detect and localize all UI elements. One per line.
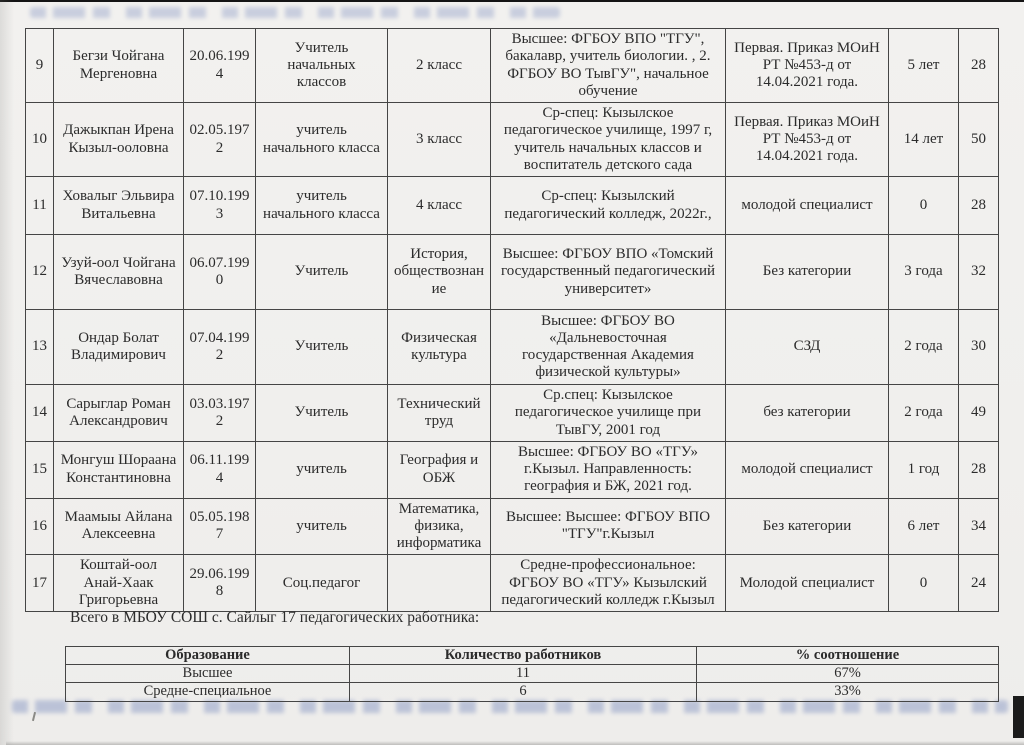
- cell-age: 28: [959, 441, 999, 498]
- cell-position: Учитель: [256, 385, 388, 442]
- cell-summary-percent: 67%: [697, 665, 999, 683]
- cell-experience: 14 лет: [889, 103, 959, 177]
- cell-experience: 0: [889, 555, 959, 612]
- summary-header-count: Количество работников: [350, 647, 697, 665]
- cell-category: СЗД: [726, 310, 889, 385]
- cell-experience: 3 года: [889, 235, 959, 310]
- cell-experience: 6 лет: [889, 498, 959, 555]
- cell-education: Высшее: Высшее: ФГБОУ ВПО "ТГУ"г.Кызыл: [491, 498, 726, 555]
- cell-education: Высшее: ФГБОУ ВПО «Томский государственный педагогический университет»: [491, 235, 726, 310]
- cell-number: 12: [26, 235, 54, 310]
- cell-experience: 2 года: [889, 310, 959, 385]
- cell-category: Первая. Приказ МОиН РТ №453-д от 14.04.2021 года.: [726, 29, 889, 103]
- cell-age: 28: [959, 177, 999, 235]
- cell-number: 11: [26, 177, 54, 235]
- cell-experience: 5 лет: [889, 29, 959, 103]
- summary-header-education: Образование: [66, 647, 350, 665]
- cell-birth-date: 06.07.1990: [184, 235, 256, 310]
- summary-row: [66, 683, 999, 701]
- cell-number: 17: [26, 555, 54, 612]
- cell-age: 34: [959, 498, 999, 555]
- cell-summary-count: 6: [350, 683, 697, 701]
- cell-position: Соц.педагог: [256, 555, 388, 612]
- cell-number: 14: [26, 385, 54, 442]
- cell-birth-date: 06.11.1994: [184, 441, 256, 498]
- cell-number: 15: [26, 441, 54, 498]
- cell-experience: 1 год: [889, 441, 959, 498]
- summary-header-percent: % соотношение: [697, 647, 999, 665]
- cell-name: Коштай-оол Анай-Хаак Григорьевна: [54, 555, 184, 612]
- scan-edge-top: [0, 0, 1024, 2]
- cell-age: 50: [959, 103, 999, 177]
- cell-summary-education: Средне-специальное: [66, 683, 350, 701]
- summary-header-row: [66, 647, 999, 665]
- summary-table-body: [66, 665, 999, 701]
- cell-education: Высшее: ФГБОУ ВО «Дальневосточная государственная Академия физической культуры»: [491, 310, 726, 385]
- table-row: [26, 235, 999, 310]
- cell-birth-date: 29.06.1998: [184, 555, 256, 612]
- table-row: [26, 103, 999, 177]
- cell-subject: История, обществознание: [388, 235, 491, 310]
- cell-name: Ховалыг Эльвира Витальевна: [54, 177, 184, 235]
- cell-birth-date: 20.06.1994: [184, 29, 256, 103]
- cell-education: Высшее: ФГБОУ ВО «ТГУ» г.Кызыл. Направленность: география и БЖ, 2021 год.: [491, 441, 726, 498]
- total-staff-line: Всего в МБОУ СОШ с. Сайлыг 17 педагогических работника:: [70, 609, 480, 626]
- cell-birth-date: 03.03.1972: [184, 385, 256, 442]
- cell-name: Узуй-оол Чойгана Вячеславовна: [54, 235, 184, 310]
- cell-number: 9: [26, 29, 54, 103]
- cell-position: Учитель: [256, 235, 388, 310]
- cell-category: молодой специалист: [726, 441, 889, 498]
- table-row: [26, 310, 999, 385]
- cell-name: Ондар Болат Владимирович: [54, 310, 184, 385]
- summary-row: [66, 665, 999, 683]
- cell-name: Дажыкпан Ирена Кызыл-ооловна: [54, 103, 184, 177]
- education-summary-table: [65, 646, 999, 702]
- table-row: [26, 441, 999, 498]
- scan-edge-bottom: [6, 741, 1024, 745]
- scan-edge-right-mark: [1013, 696, 1024, 738]
- cell-experience: 0: [889, 177, 959, 235]
- cell-category: молодой специалист: [726, 177, 889, 235]
- cell-summary-count: 11: [350, 665, 697, 683]
- cell-age: 30: [959, 310, 999, 385]
- table-row: [26, 498, 999, 555]
- cell-subject: Физическая культура: [388, 310, 491, 385]
- cell-name: Сарыглар Роман Александрович: [54, 385, 184, 442]
- cell-education: Средне-профессиональное: ФГБОУ ВО «ТГУ» Кызылский педагогический колледж г.Кызыл: [491, 555, 726, 612]
- cell-subject: География и ОБЖ: [388, 441, 491, 498]
- cell-birth-date: 05.05.1987: [184, 498, 256, 555]
- table-row: [26, 555, 999, 612]
- cell-position: учитель начального класса: [256, 177, 388, 235]
- cell-age: 32: [959, 235, 999, 310]
- cell-birth-date: 02.05.1972: [184, 103, 256, 177]
- cell-category: Первая. Приказ МОиН РТ №453-д от 14.04.2021 года.: [726, 103, 889, 177]
- cell-category: Без категории: [726, 235, 889, 310]
- cell-age: 49: [959, 385, 999, 442]
- cell-subject: 3 класс: [388, 103, 491, 177]
- cell-birth-date: 07.04.1992: [184, 310, 256, 385]
- cell-position: Учитель: [256, 310, 388, 385]
- cell-subject: 2 класс: [388, 29, 491, 103]
- cell-subject: Технический труд: [388, 385, 491, 442]
- summary-table-head: [66, 647, 999, 665]
- cell-education: Ср.спец: Кызылское педагогическое училище при ТывГУ, 2001 год: [491, 385, 726, 442]
- cell-subject: Математика, физика, информатика: [388, 498, 491, 555]
- table-row: [26, 29, 999, 103]
- cell-summary-percent: 33%: [697, 683, 999, 701]
- ink-bleed-top: [30, 7, 560, 18]
- cell-education: Высшее: ФГБОУ ВПО "ТГУ", бакалавр, учитель биологии. , 2. ФГБОУ ВО ТывГУ", начальное обучение: [491, 29, 726, 103]
- cell-position: учитель: [256, 498, 388, 555]
- cell-subject: 4 класс: [388, 177, 491, 235]
- cell-experience: 2 года: [889, 385, 959, 442]
- cell-name: Бегзи Чойгана Мергеновна: [54, 29, 184, 103]
- cell-education: Ср-спец: Кызылский педагогический колледж, 2022г.,: [491, 177, 726, 235]
- cell-category: Без категории: [726, 498, 889, 555]
- table-row: [26, 385, 999, 442]
- cell-category: Молодой специалист: [726, 555, 889, 612]
- cell-category: без категории: [726, 385, 889, 442]
- teachers-table: [25, 28, 999, 612]
- cell-birth-date: 07.10.1993: [184, 177, 256, 235]
- teachers-table-body: [26, 29, 999, 612]
- cell-name: Маамыы Айлана Алексеевна: [54, 498, 184, 555]
- cell-number: 13: [26, 310, 54, 385]
- cell-number: 16: [26, 498, 54, 555]
- cell-summary-education: Высшее: [66, 665, 350, 683]
- scan-edge-left: [0, 0, 14, 745]
- cell-education: Ср-спец: Кызылское педагогическое училище, 1997 г, учитель начальных классов и воспитатель детского сада: [491, 103, 726, 177]
- cell-number: 10: [26, 103, 54, 177]
- cell-age: 24: [959, 555, 999, 612]
- cell-position: Учитель начальных классов: [256, 29, 388, 103]
- ink-bleed-bottom: [12, 700, 1008, 713]
- table-row: [26, 177, 999, 235]
- cell-age: 28: [959, 29, 999, 103]
- cell-name: Монгуш Шораана Константиновна: [54, 441, 184, 498]
- cell-position: учитель: [256, 441, 388, 498]
- pen-mark: [32, 712, 36, 721]
- cell-position: учитель начального класса: [256, 103, 388, 177]
- cell-subject: [388, 555, 491, 612]
